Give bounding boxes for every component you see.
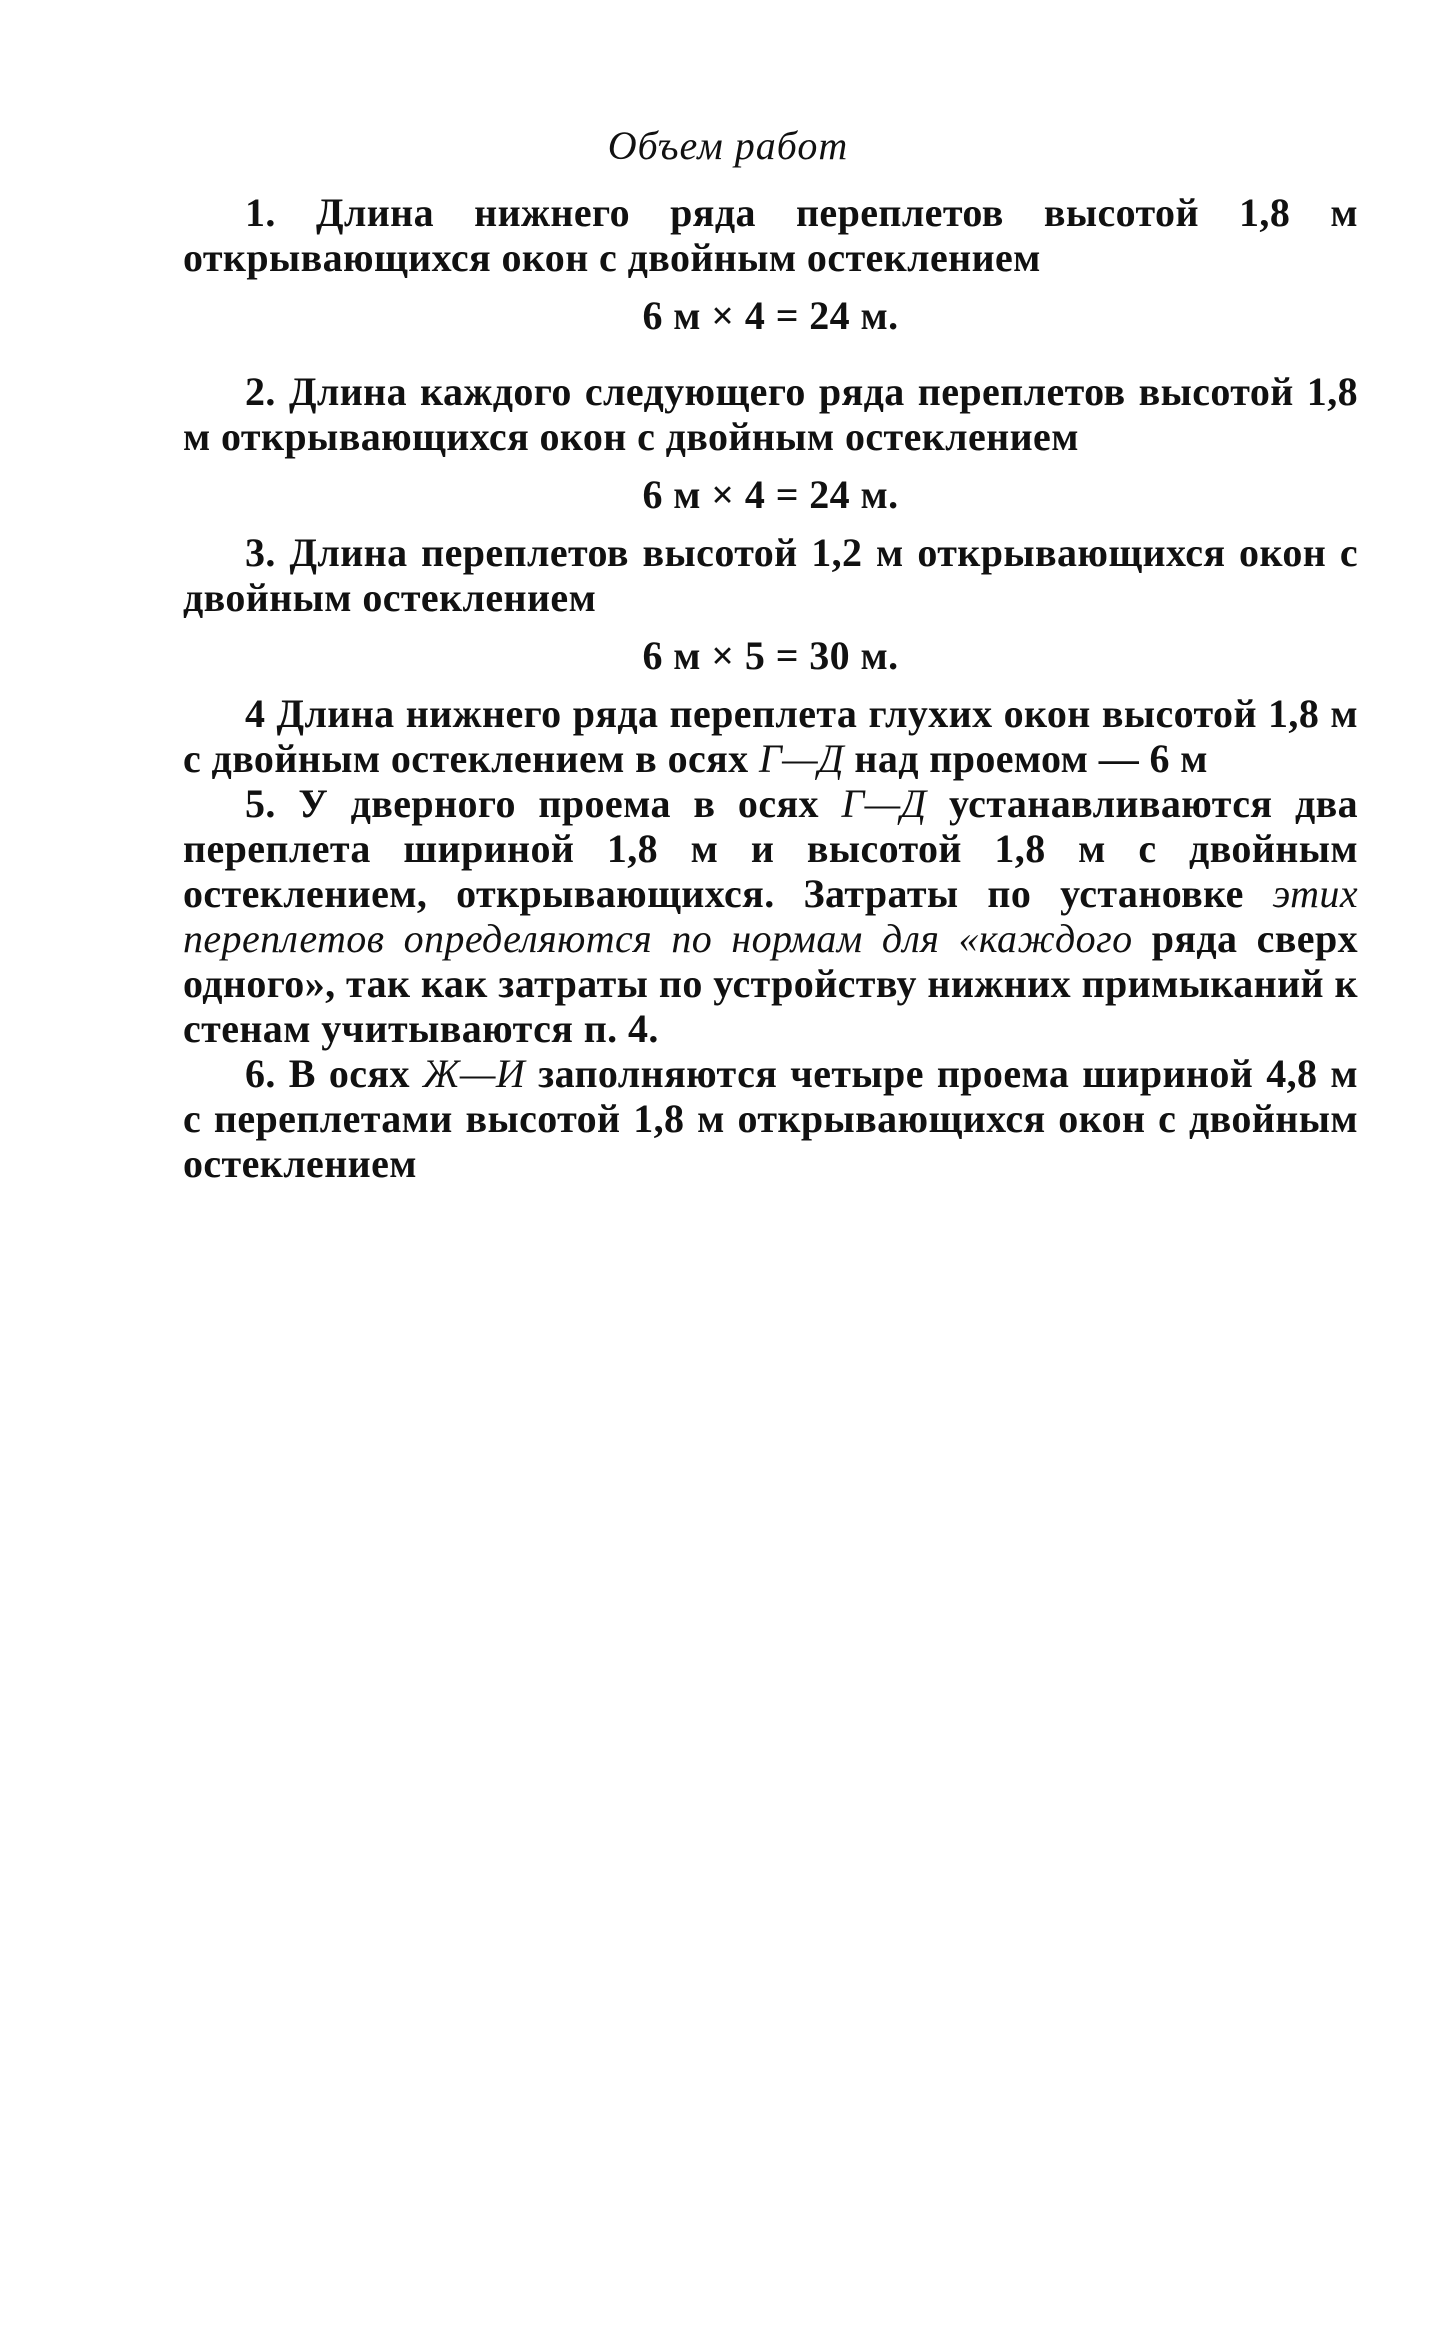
formula-2: 6 м × 4 = 24 м. [642,472,899,517]
item-text: Длина нижнего ряда переплета глухих окон высотой 1,8 м с двойным остеклением в осях [183,691,1358,781]
section-title: Объем работ [607,123,849,168]
item-number: 3. [245,530,276,575]
work-volume-list [183,190,1358,1186]
item-text: заполняются четыре проема шириной 4,8 м с переплетами высотой 1,8 м открывающихся окон с двойным остеклением [183,1051,1359,1186]
item-text: Длина каждого следующего ряда переплетов высотой 1,8 м открывающихся окон с двойным остеклением [183,369,1358,459]
list-item-3 [183,530,1358,620]
item-number: 2. [245,369,276,414]
list-item-1 [183,190,1358,280]
list-item-6 [183,1051,1358,1186]
item-text: ряда сверх одного», так как затраты по устройству нижних примыканий к стенам учитываются п. 4. [183,916,1358,1051]
spacer [183,351,1358,369]
item-italic-text: этих переплетов определяются по нормам для «каждого [183,871,1358,961]
item-text: В осях [288,1051,410,1096]
list-item-4 [183,691,1358,781]
item-number: 4 [245,691,266,736]
item-number: 1. [245,190,276,235]
item-text: над проемом — 6 м [854,736,1208,781]
formula-1: 6 м × 4 = 24 м. [642,293,899,338]
axes-label: Г—Д [758,736,844,781]
formula-3: 6 м × 5 = 30 м. [642,633,899,678]
item-text: Длина переплетов высотой 1,2 м открывающихся окон с двойным остеклением [183,530,1358,620]
item-text: У дверного проема в осях [298,781,819,826]
list-item-5 [183,781,1358,1051]
item-number: 5. [245,781,276,826]
list-item-2 [183,369,1358,459]
axes-label: Г—Д [841,781,927,826]
item-text: Длина нижнего ряда переплетов высотой 1,8 м открывающихся окон с двойным остеклением [183,190,1359,280]
item-text: устанавливаются два переплета шириной 1,8 м и высотой 1,8 м с двойным остеклением, открывающихся. Затраты по установке [183,781,1359,916]
axes-label: Ж—И [422,1051,526,1096]
item-number: 6. [245,1051,276,1096]
